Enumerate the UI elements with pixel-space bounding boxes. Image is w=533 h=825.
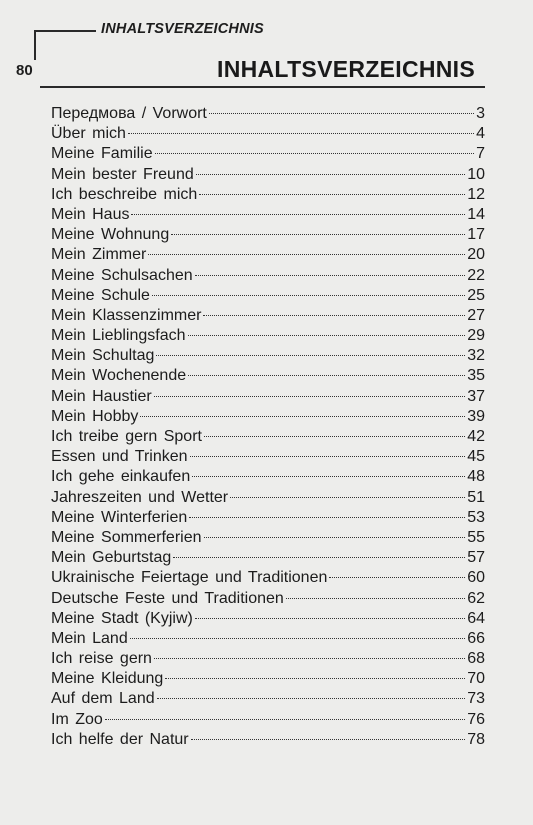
toc-entry-page: 57 [467, 549, 485, 567]
toc-entry-title: Mein Haus [51, 205, 130, 223]
dot-leader [105, 719, 465, 720]
toc-entry[interactable] [51, 407, 485, 427]
dot-leader [173, 557, 465, 558]
toc-entry-page: 66 [467, 629, 485, 647]
toc-entry-page: 20 [467, 246, 485, 264]
toc-entry-title: Mein Klassenzimmer [51, 306, 202, 324]
toc-entry[interactable] [51, 730, 485, 750]
toc-entry-title: Mein Haustier [51, 387, 152, 405]
toc-entry-title: Mein bester Freund [51, 165, 194, 183]
toc-entry-title: Meine Sommerferien [51, 528, 202, 546]
toc-entry[interactable] [51, 266, 485, 286]
toc-entry-title: Mein Schultag [51, 347, 155, 365]
toc-entry[interactable] [51, 548, 485, 568]
toc-entry[interactable] [51, 387, 485, 407]
toc-entry[interactable] [51, 366, 485, 386]
dot-leader [140, 416, 465, 417]
toc-entry-page: 25 [467, 286, 485, 304]
toc-entry-title: Über mich [51, 125, 126, 143]
header-corner-vertical-rule [34, 30, 36, 60]
toc-entry[interactable] [51, 306, 485, 326]
toc-entry[interactable] [51, 609, 485, 629]
toc-entry[interactable] [51, 286, 485, 306]
page-number: 80 [16, 62, 33, 79]
toc-entry-page: 45 [467, 448, 485, 466]
toc-entry[interactable] [51, 185, 485, 205]
toc-entry-page: 27 [467, 306, 485, 324]
toc-entry[interactable] [51, 124, 485, 144]
toc-entry[interactable] [51, 649, 485, 669]
toc-entry-page: 62 [467, 589, 485, 607]
dot-leader [230, 497, 465, 498]
toc-entry[interactable] [51, 508, 485, 528]
dot-leader [192, 476, 465, 477]
toc-entry[interactable] [51, 528, 485, 548]
dot-leader [156, 355, 465, 356]
toc-entry-title: Ich reise gern [51, 650, 152, 668]
toc-entry-title: Meine Kleidung [51, 670, 164, 688]
toc-entry-title: Ich treibe gern Sport [51, 428, 202, 445]
toc-entry[interactable] [51, 447, 485, 467]
toc-entry-page: 12 [467, 185, 485, 203]
toc-entry-page: 51 [467, 488, 485, 506]
dot-leader [157, 698, 466, 699]
dot-leader [188, 375, 465, 376]
toc-entry[interactable] [51, 165, 485, 185]
toc-entry-page: 22 [467, 266, 485, 284]
toc-entry[interactable] [51, 669, 485, 689]
toc-entry-page: 42 [467, 428, 485, 445]
running-title: INHALTSVERZEICHNIS [101, 21, 264, 37]
title-rule [40, 86, 485, 88]
toc-entry[interactable] [51, 689, 485, 709]
dot-leader [209, 113, 474, 114]
dot-leader [171, 234, 465, 235]
dot-leader [190, 456, 466, 457]
toc-entry-page: 55 [467, 528, 485, 546]
toc-entry-page: 64 [467, 609, 485, 627]
dot-leader [154, 396, 466, 397]
toc-entry[interactable] [51, 488, 485, 508]
page-title: INHALTSVERZEICHNIS [217, 56, 475, 82]
toc-entry-title: Essen und Trinken [51, 448, 188, 466]
toc-entry-title: Deutsche Feste und Traditionen [51, 589, 284, 607]
toc-entry[interactable] [51, 346, 485, 366]
toc-entry-title: Ich gehe einkaufen [51, 468, 191, 486]
toc-entry[interactable] [51, 467, 485, 487]
toc-entry[interactable] [51, 205, 485, 225]
dot-leader [154, 658, 465, 659]
dot-leader [188, 335, 466, 336]
toc-entry-page: 7 [476, 145, 485, 163]
toc-entry-title: Jahreszeiten und Wetter [51, 488, 229, 506]
toc-entry-page: 37 [467, 387, 485, 405]
toc-entry-page: 39 [467, 407, 485, 425]
toc-entry-page: 68 [467, 650, 485, 668]
toc-entry-page: 3 [476, 105, 485, 122]
toc-entry[interactable] [51, 427, 485, 447]
toc-entry-title: Meine Wohnung [51, 226, 170, 244]
toc-entry-page: 14 [467, 205, 485, 223]
dot-leader [204, 436, 465, 437]
toc-entry-title: Ich beschreibe mich [51, 185, 198, 203]
toc-entry[interactable] [51, 144, 485, 164]
dot-leader [130, 638, 465, 639]
toc-entry-title: Передмова / Vorwort [51, 105, 207, 122]
toc-entry[interactable] [51, 326, 485, 346]
toc-entry-page: 76 [467, 710, 485, 728]
toc-entry-title: Mein Hobby [51, 407, 139, 425]
toc-entry-page: 70 [467, 670, 485, 688]
toc-entry-title: Auf dem Land [51, 690, 155, 708]
toc-entry[interactable] [51, 710, 485, 730]
table-of-contents [51, 104, 485, 750]
toc-entry-page: 17 [467, 226, 485, 244]
toc-entry[interactable] [51, 245, 485, 265]
toc-entry-page: 73 [467, 690, 485, 708]
toc-entry-title: Meine Stadt (Kyjiw) [51, 609, 193, 627]
toc-entry-page: 32 [467, 347, 485, 365]
toc-entry[interactable] [51, 104, 485, 124]
toc-entry-page: 78 [467, 730, 485, 748]
dot-leader [152, 295, 465, 296]
dot-leader [196, 174, 465, 175]
running-header [31, 21, 501, 61]
toc-entry-title: Mein Land [51, 629, 128, 647]
toc-entry-title: Mein Wochenende [51, 367, 187, 385]
toc-entry-page: 4 [476, 125, 485, 143]
toc-entry-title: Im Zoo [51, 710, 103, 728]
dot-leader [195, 275, 466, 276]
dot-leader [148, 254, 465, 255]
toc-entry-title: Meine Winterferien [51, 508, 188, 526]
toc-entry-title: Mein Lieblingsfach [51, 327, 186, 345]
toc-entry-title: Meine Schule [51, 286, 150, 304]
header-corner-horizontal-rule [34, 30, 96, 32]
toc-entry[interactable] [51, 629, 485, 649]
toc-entry-page: 53 [467, 508, 485, 526]
toc-entry-page: 60 [467, 569, 485, 587]
dot-leader [191, 739, 466, 740]
toc-entry-title: Meine Familie [51, 145, 153, 163]
dot-leader [329, 577, 465, 578]
toc-entry[interactable] [51, 568, 485, 588]
toc-entry[interactable] [51, 589, 485, 609]
dot-leader [155, 153, 475, 154]
toc-entry-title: Mein Zimmer [51, 246, 147, 264]
dot-leader [131, 214, 465, 215]
dot-leader [189, 517, 465, 518]
toc-entry-title: Ich helfe der Natur [51, 730, 189, 748]
toc-entry-title: Meine Schulsachen [51, 266, 193, 284]
dot-leader [128, 133, 474, 134]
toc-entry-title: Mein Geburtstag [51, 549, 172, 567]
toc-entry-page: 10 [467, 165, 485, 183]
dot-leader [199, 194, 465, 195]
dot-leader [204, 537, 466, 538]
toc-entry[interactable] [51, 225, 485, 245]
toc-entry-title: Ukrainische Feiertage und Traditionen [51, 569, 328, 587]
toc-entry-page: 35 [467, 367, 485, 385]
dot-leader [286, 598, 465, 599]
toc-entry-page: 48 [467, 468, 485, 486]
toc-entry-page: 29 [467, 327, 485, 345]
dot-leader [203, 315, 465, 316]
dot-leader [165, 678, 465, 679]
dot-leader [195, 618, 465, 619]
